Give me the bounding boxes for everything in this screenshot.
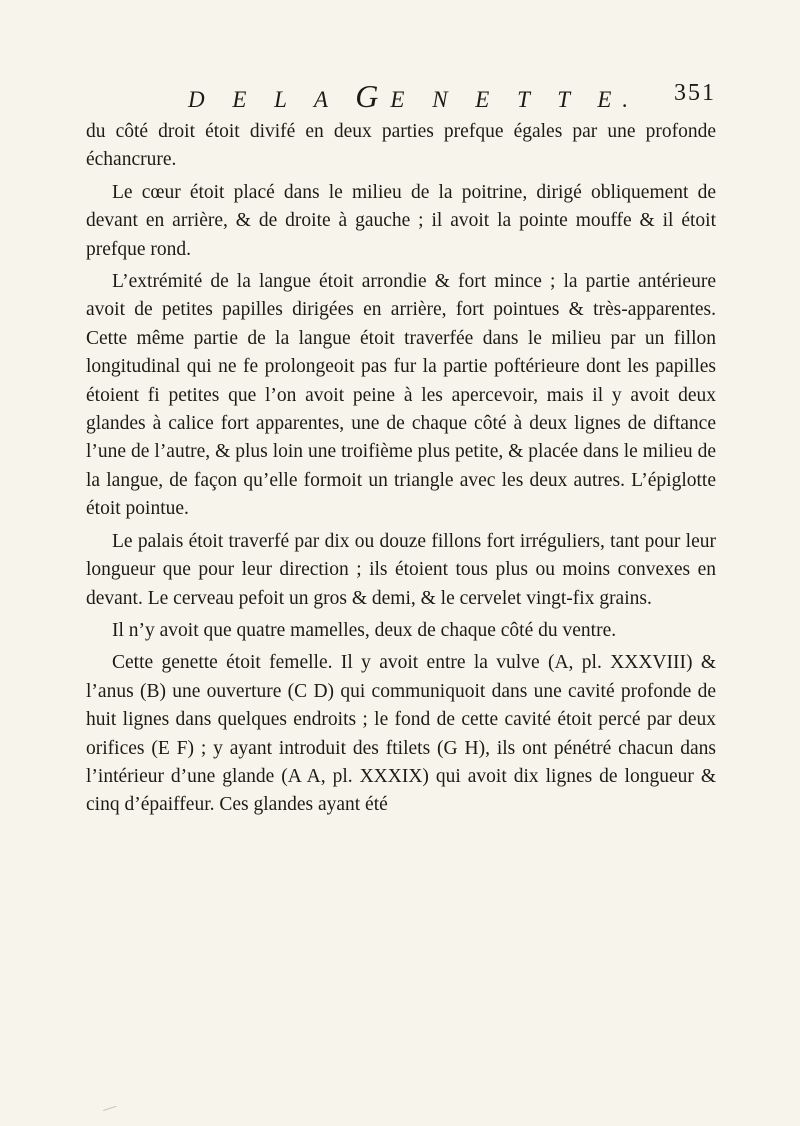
page-number: 351 bbox=[674, 80, 716, 106]
running-title-part: D E bbox=[188, 87, 258, 112]
running-title-initial: G bbox=[355, 78, 391, 114]
body-text bbox=[86, 118, 716, 820]
running-title-part: L A bbox=[274, 87, 339, 112]
running-title-part: E N E T T E. bbox=[390, 87, 640, 112]
paragraph: Cette genette étoit femelle. Il y avoit entre la vulve (A, pl. XXXVIII) & l’anus (B) une ouverture (C D) qui communiquoit dans une cavité profonde de huit lignes dans quelques endroits ; le fond de cette cavité étoit percé par deux orifices (E F) ; y ayant introduit des ftilets (G H), ils ont pénétré chacun dans l’intérieur d’une glande (A A, pl. XXXIX) qui avoit dix lignes de longueur & cinq d’épaiffeur. Ces glandes ayant été bbox=[86, 652, 716, 816]
paragraph: L’extrémité de la langue étoit arrondie & fort mince ; la partie antérieure avoit de petites papilles dirigées en arrière, fort pointues & très-apparentes. Cette même partie de la langue étoit traverfée dans le milieu par un fillon longitudinal qui ne fe prolongeoit pas fur la partie poftérieure dont les papilles étoient fi petites que l’on avoit peine à les apercevoir, mais il y avoit deux glandes à calice fort apparentes, une de chaque côté à deux lignes de diftance l’une de l’autre, & plus loin une troifième plus petite, & placée dans le milieu de la langue, de façon qu’elle formoit un triangle avec les deux autres. L’épiglotte étoit pointue. bbox=[86, 271, 716, 520]
running-head bbox=[86, 74, 716, 118]
paragraph: du côté droit étoit divifé en deux parties prefque égales par une profonde échancrure. bbox=[86, 121, 716, 171]
book-page bbox=[86, 74, 716, 820]
running-title bbox=[188, 78, 639, 115]
paragraph: Le cœur étoit placé dans le milieu de la poitrine, dirigé obliquement de devant en arrière, & de droite à gauche ; il avoit la pointe mouffe & il étoit prefque rond. bbox=[86, 181, 716, 260]
paper-mark bbox=[101, 1100, 116, 1111]
paragraph: Le palais étoit traverfé par dix ou douze fillons fort irréguliers, tant pour leur longueur que pour leur direction ; ils étoient tous plus ou moins convexes en devant. Le cerveau pefoit un gros & demi, & le cervelet vingt-fix grains. bbox=[86, 530, 716, 609]
paragraph: Il n’y avoit que quatre mamelles, deux de chaque côté du ventre. bbox=[112, 619, 617, 641]
